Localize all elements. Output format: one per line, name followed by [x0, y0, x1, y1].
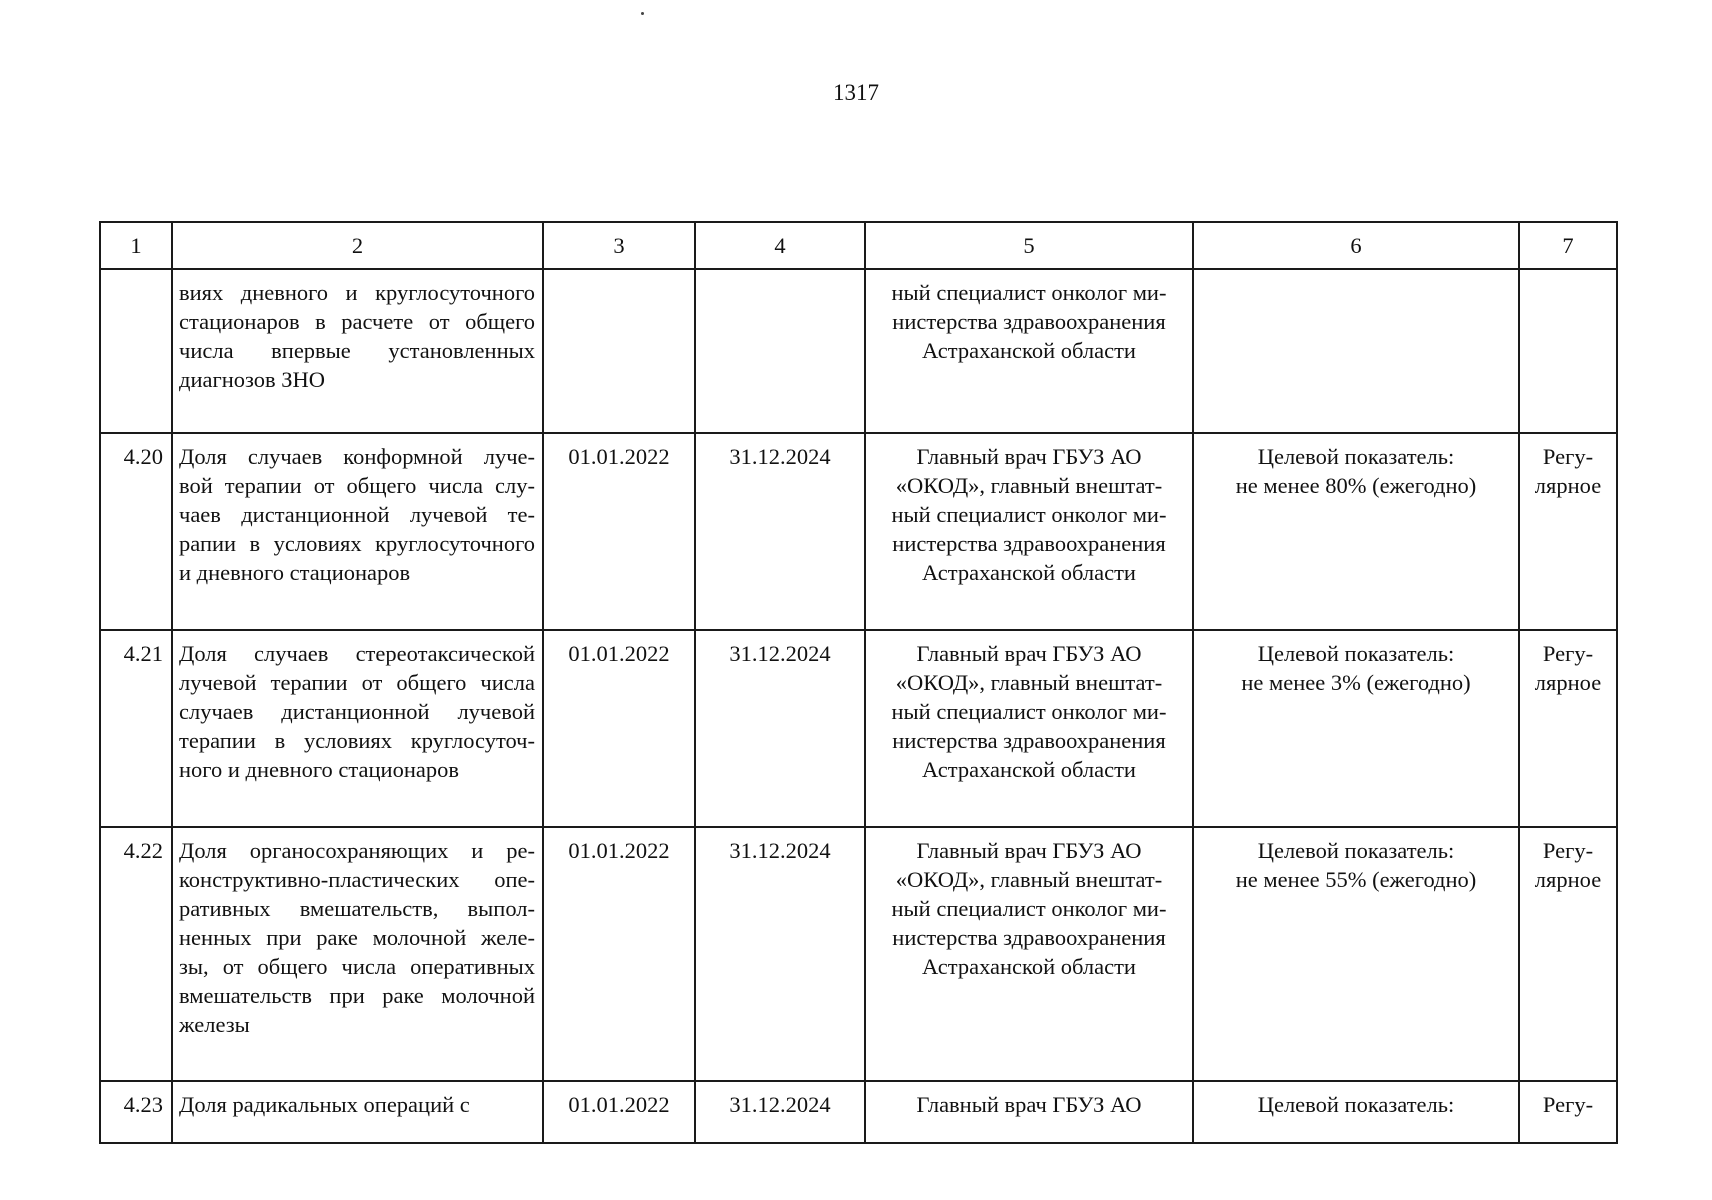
indicator-text-line: вой терапии от общего числа слу-	[179, 473, 535, 498]
type-text-line: лярное	[1534, 670, 1602, 695]
responsible-text-line: ный специалист онколог ми-	[891, 502, 1167, 527]
responsible-text-line: Главный врач ГБУЗ АО	[916, 1092, 1142, 1117]
indicator-text	[172, 827, 543, 1081]
header-col-4: 4	[695, 222, 865, 269]
start-date: 01.01.2022	[543, 630, 695, 827]
type-text-line: Регу-	[1542, 838, 1594, 863]
indicator-text-line: Доля случаев стереотаксической	[179, 641, 535, 666]
responsible-text	[865, 433, 1193, 630]
type-text	[1519, 630, 1617, 827]
indicator-text-line: случаев дистанционной лучевой	[179, 699, 535, 724]
indicator-text	[172, 433, 543, 630]
target-text-line: Целевой показатель:	[1257, 838, 1455, 863]
target-text	[1193, 269, 1519, 433]
item-number: 4.23	[100, 1081, 172, 1143]
type-text	[1519, 1081, 1617, 1143]
scan-dot-mark	[641, 12, 644, 15]
responsible-text	[865, 1081, 1193, 1143]
target-text	[1193, 827, 1519, 1081]
end-date: 31.12.2024	[695, 433, 865, 630]
type-text	[1519, 269, 1617, 433]
header-col-5: 5	[865, 222, 1193, 269]
responsible-text-line: Главный врач ГБУЗ АО	[916, 838, 1142, 863]
responsible-text-line: Астраханской области	[922, 757, 1136, 782]
indicator-text-line: виях дневного и круглосуточного	[179, 280, 535, 305]
indicator-text-line: числа впервые установленных	[179, 338, 535, 363]
type-text-line: лярное	[1534, 867, 1602, 892]
header-col-6: 6	[1193, 222, 1519, 269]
start-date	[543, 269, 695, 433]
indicator-text-line: Доля случаев конформной луче-	[179, 444, 535, 469]
item-number: 4.22	[100, 827, 172, 1081]
target-text-line: Целевой показатель:	[1257, 1092, 1455, 1117]
type-text-line: лярное	[1534, 473, 1602, 498]
end-date: 31.12.2024	[695, 827, 865, 1081]
indicator-text-line: терапии в условиях круглосуточ-	[179, 728, 535, 753]
indicator-text-line: стационаров в расчете от общего	[179, 309, 535, 334]
header-col-7: 7	[1519, 222, 1617, 269]
end-date	[695, 269, 865, 433]
responsible-text-line: «ОКОД», главный внештат-	[895, 473, 1163, 498]
responsible-text-line: «ОКОД», главный внештат-	[895, 867, 1163, 892]
item-number: 4.20	[100, 433, 172, 630]
responsible-text	[865, 630, 1193, 827]
type-text-line: Регу-	[1542, 641, 1594, 666]
responsible-text-line: «ОКОД», главный внештат-	[895, 670, 1163, 695]
table-row	[100, 433, 1617, 630]
target-text	[1193, 1081, 1519, 1143]
responsible-text-line: нистерства здравоохранения	[892, 531, 1166, 556]
indicator-text-line: вмешательств при раке молочной	[179, 983, 535, 1008]
target-text	[1193, 630, 1519, 827]
responsible-text-line: нистерства здравоохранения	[892, 728, 1166, 753]
indicator-text-line: Доля радикальных операций с	[179, 1092, 470, 1117]
start-date: 01.01.2022	[543, 433, 695, 630]
measures-table	[99, 221, 1618, 1144]
table-row	[100, 827, 1617, 1081]
indicator-text	[172, 630, 543, 827]
type-text-line: Регу-	[1542, 1092, 1594, 1117]
responsible-text-line: Главный врач ГБУЗ АО	[916, 641, 1142, 666]
indicator-text-line: диагнозов ЗНО	[179, 367, 326, 392]
header-col-3: 3	[543, 222, 695, 269]
responsible-text-line: ный специалист онколог ми-	[891, 699, 1167, 724]
type-text	[1519, 433, 1617, 630]
end-date: 31.12.2024	[695, 1081, 865, 1143]
responsible-text-line: Главный врач ГБУЗ АО	[916, 444, 1142, 469]
responsible-text	[865, 827, 1193, 1081]
item-number: 4.21	[100, 630, 172, 827]
responsible-text-line: Астраханской области	[922, 560, 1136, 585]
indicator-text	[172, 269, 543, 433]
responsible-text-line: нистерства здравоохранения	[892, 925, 1166, 950]
target-text-line: Целевой показатель:	[1257, 641, 1455, 666]
item-number	[100, 269, 172, 433]
indicator-text-line: чаев дистанционной лучевой те-	[179, 502, 535, 527]
target-text-line: не менее 80% (ежегодно)	[1235, 473, 1477, 498]
table-row	[100, 1081, 1617, 1143]
end-date: 31.12.2024	[695, 630, 865, 827]
responsible-text	[865, 269, 1193, 433]
indicator-text-line: лучевой терапии от общего числа	[179, 670, 535, 695]
responsible-text-line: нистерства здравоохранения	[892, 309, 1166, 334]
indicator-text-line: ного и дневного стационаров	[179, 757, 459, 782]
table-row	[100, 630, 1617, 827]
table-row	[100, 269, 1617, 433]
indicator-text-line: и дневного стационаров	[179, 560, 411, 585]
indicator-text-line: рапии в условиях круглосуточного	[179, 531, 535, 556]
indicator-text	[172, 1081, 543, 1143]
type-text-line: Регу-	[1542, 444, 1594, 469]
responsible-text-line: Астраханской области	[922, 338, 1136, 363]
target-text	[1193, 433, 1519, 630]
indicator-text-line: конструктивно-пластических опе-	[179, 867, 535, 892]
page-number: 1317	[833, 80, 879, 105]
responsible-text-line: Астраханской области	[922, 954, 1136, 979]
indicator-text-line: ненных при раке молочной желе-	[179, 925, 535, 950]
start-date: 01.01.2022	[543, 1081, 695, 1143]
responsible-text-line: ный специалист онколог ми-	[891, 280, 1167, 305]
type-text	[1519, 827, 1617, 1081]
target-text-line: не менее 55% (ежегодно)	[1235, 867, 1477, 892]
header-col-2: 2	[172, 222, 543, 269]
header-row	[100, 222, 1617, 269]
target-text-line: не менее 3% (ежегодно)	[1241, 670, 1471, 695]
header-col-1: 1	[100, 222, 172, 269]
indicator-text-line: железы	[179, 1012, 250, 1037]
target-text-line: Целевой показатель:	[1257, 444, 1455, 469]
start-date: 01.01.2022	[543, 827, 695, 1081]
indicator-text-line: ративных вмешательств, выпол-	[179, 896, 535, 921]
responsible-text-line: ный специалист онколог ми-	[891, 896, 1167, 921]
indicator-text-line: Доля органосохраняющих и ре-	[179, 838, 535, 863]
indicator-text-line: зы, от общего числа оперативных	[179, 954, 535, 979]
